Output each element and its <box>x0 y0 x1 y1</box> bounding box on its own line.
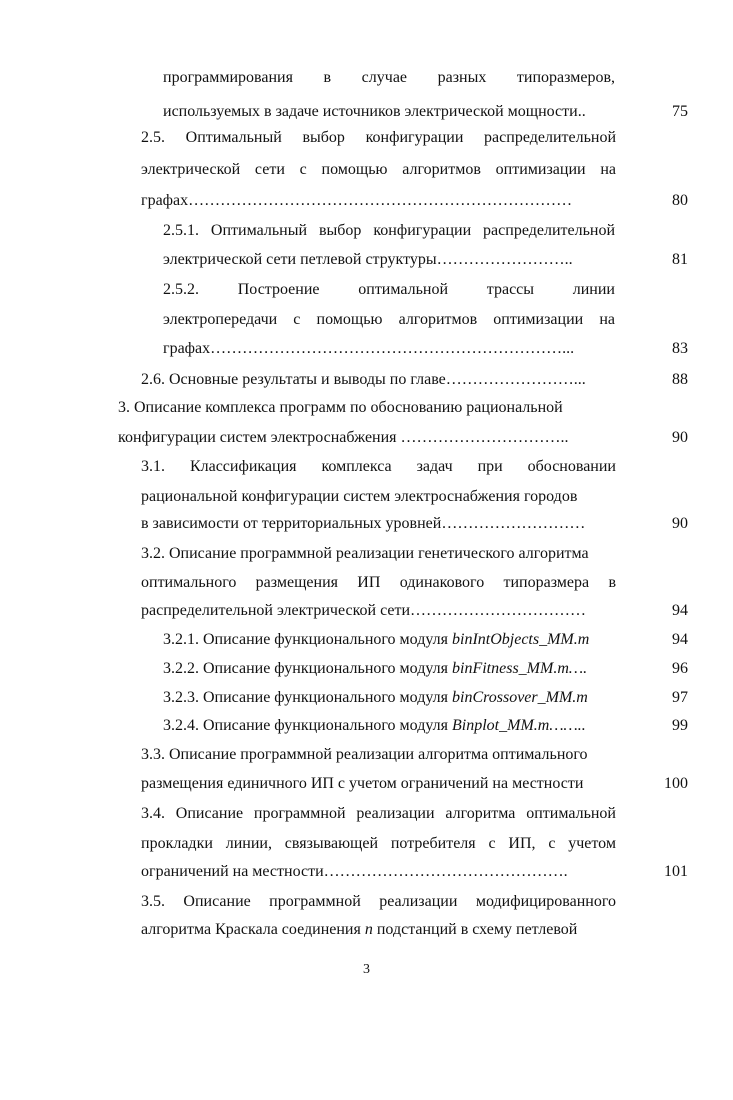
toc-line: ограничений на местности………………………………………. <box>141 863 568 880</box>
toc-line <box>163 688 588 708</box>
toc-line <box>163 630 589 650</box>
toc-line: рациональной конфигурации систем электроснабжения городов <box>141 488 578 505</box>
toc-line: электрической сети с помощью алгоритмов оптимизации на <box>141 161 616 178</box>
toc-line-prefix: 3.2.2. Описание функционального модуля <box>163 660 452 677</box>
toc-page-number: 90 <box>672 515 688 532</box>
toc-line: 3.1. Классификация комплекса задач при обосновании <box>141 458 616 475</box>
toc-line: 3.3. Описание программной реализации алгоритма оптимального <box>141 746 588 763</box>
module-name: Binplot_MM.m…….. <box>452 717 586 734</box>
toc-line: конфигурации систем электроснабжения ………………………….. <box>118 429 569 446</box>
toc-page-number: 101 <box>664 863 688 880</box>
toc-line: 3.5. Описание программной реализации модифицированного <box>141 893 616 910</box>
toc-page-number: 81 <box>672 251 688 268</box>
toc-line: графах……………………………………………………………… <box>141 192 573 209</box>
toc-line: 2.5.1. Оптимальный выбор конфигурации распределительной <box>163 222 615 239</box>
toc-line-suffix: подстанций в схему петлевой <box>372 921 578 938</box>
toc-page-number: 75 <box>672 103 688 120</box>
toc-page-number: 96 <box>672 660 688 677</box>
toc-line: размещения единичного ИП с учетом ограничений на местности <box>141 775 584 792</box>
module-name: binCrossover_MM.m <box>452 689 588 706</box>
toc-page-number: 80 <box>672 192 688 209</box>
toc-line: 3. Описание комплекса программ по обоснованию рациональной <box>118 399 563 416</box>
toc-line: в зависимости от территориальных уровней……………………… <box>141 515 586 532</box>
variable-n: n <box>364 921 373 938</box>
toc-line: используемых в задаче источников электрической мощности.. <box>163 103 586 120</box>
toc-page-number: 90 <box>672 429 688 446</box>
toc-line: 3.4. Описание программной реализации алгоритма оптимальной <box>141 805 616 822</box>
toc-page-number: 99 <box>672 717 688 734</box>
toc-line-prefix: 3.2.1. Описание функционального модуля <box>163 631 452 648</box>
toc-line: оптимального размещения ИП одинакового типоразмера в <box>141 574 616 591</box>
toc-line: электрической сети петлевой структуры…………………….. <box>163 251 573 268</box>
toc-line: 2.5.2. Построение оптимальной трассы линии <box>163 281 615 298</box>
toc-line-prefix: 3.2.4. Описание функционального модуля <box>163 717 452 734</box>
module-name: binIntObjects_MM.m <box>452 631 590 648</box>
toc-line: электропередачи с помощью алгоритмов оптимизации на <box>163 311 615 328</box>
page-number: 3 <box>363 962 370 977</box>
toc-line: 3.2. Описание программной реализации генетического алгоритма <box>141 545 589 562</box>
toc-line: прокладки линии, связывающей потребителя с ИП, с учетом <box>141 835 616 852</box>
toc-line-prefix: алгоритма Краскала соединения <box>141 921 365 938</box>
toc-line: 2.5. Оптимальный выбор конфигурации распределительной <box>141 129 616 146</box>
module-name: binFitness_MM.m…. <box>452 660 588 677</box>
toc-page-number: 94 <box>672 602 688 619</box>
toc-page-number: 97 <box>672 689 688 706</box>
toc-line <box>163 716 586 736</box>
toc-page-number: 100 <box>664 775 688 792</box>
toc-line: графах…………………………………………………………... <box>163 340 575 357</box>
toc-line: программирования в случае разных типоразмеров, <box>163 69 615 86</box>
toc-line <box>163 659 587 679</box>
toc-line-prefix: 3.2.3. Описание функционального модуля <box>163 689 452 706</box>
toc-page-number: 94 <box>672 631 688 648</box>
toc-page-number: 83 <box>672 340 688 357</box>
toc-line: распределительной электрической сети…………………………… <box>141 602 587 619</box>
toc-line <box>141 920 577 940</box>
toc-page-number: 88 <box>672 371 688 388</box>
toc-line: 2.6. Основные результаты и выводы по главе……………………... <box>141 371 586 388</box>
